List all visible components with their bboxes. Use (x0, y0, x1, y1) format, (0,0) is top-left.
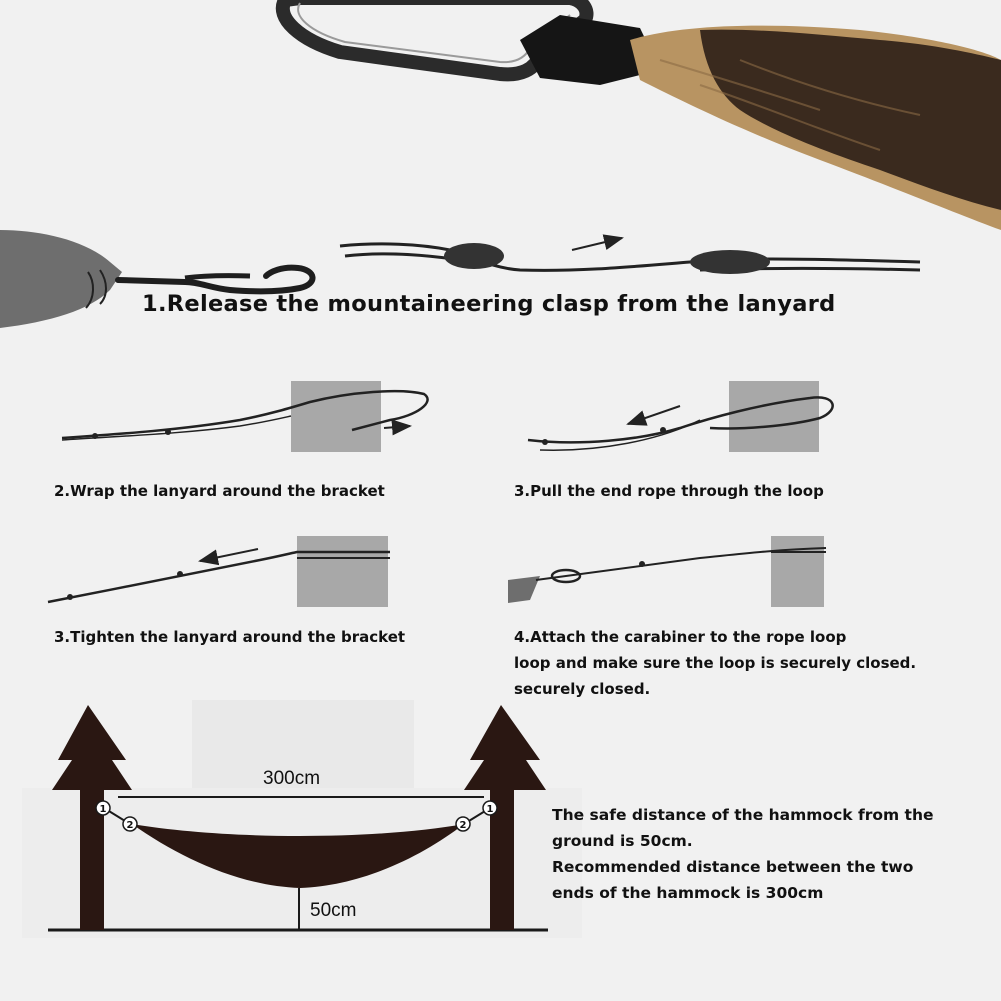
arrow-icon (384, 426, 410, 428)
step-2-caption: 2.Wrap the lanyard around the bracket (54, 482, 385, 500)
rope-knot (165, 429, 171, 435)
width-dimension-label: 300cm (263, 768, 321, 789)
arrow-icon (572, 238, 622, 250)
distance-info-text (552, 802, 934, 906)
tighten-lanyard-illustration (48, 536, 390, 607)
knot-icon (690, 250, 770, 274)
bracket-block (297, 536, 388, 607)
anchor-point-label: 2 (459, 820, 467, 831)
anchor-point-2-left (123, 817, 137, 831)
rope-knot (660, 427, 666, 433)
step-3-pull-caption: 3.Pull the end rope through the loop (514, 482, 824, 500)
anchor-point-label: 2 (126, 820, 134, 831)
lanyard-rope-second (540, 420, 700, 450)
bracket-block (771, 536, 824, 607)
height-dimension-label: 50cm (310, 900, 357, 921)
rope-knot (67, 594, 73, 600)
arrow-icon (628, 406, 680, 424)
info-line: ground is 50cm. (552, 832, 693, 850)
anchor-point-1-right (483, 801, 497, 815)
knot-icon (444, 243, 504, 269)
anchor-point-label: 1 (99, 804, 107, 815)
step-4-line: securely closed. (514, 680, 651, 698)
hook-gate (185, 276, 250, 278)
bracket-block (729, 381, 819, 452)
anchor-point-1-left (96, 801, 110, 815)
anchor-point-2-right (456, 817, 470, 831)
info-line: The safe distance of the hammock from the (552, 806, 934, 824)
rope-knot (177, 571, 183, 577)
rope-knot (542, 439, 548, 445)
pull-rope-illustration (528, 381, 833, 452)
attach-carabiner-illustration (508, 536, 826, 607)
rope-knot (639, 561, 645, 567)
step-4-line: loop and make sure the loop is securely closed. (514, 654, 917, 672)
rope-knot (92, 433, 98, 439)
hook-icon (118, 268, 313, 292)
anchor-point-label: 1 (486, 804, 494, 815)
step-1-title: 1.Release the mountaineering clasp from the lanyard (142, 291, 836, 317)
step-3-tighten-caption: 3.Tighten the lanyard around the bracket (54, 628, 406, 646)
info-line: ends of the hammock is 300cm (552, 884, 824, 902)
arrow-icon (200, 549, 258, 561)
step-4-caption (514, 624, 916, 702)
carabiner-hammock-photo (283, 0, 1001, 230)
grey-fabric-corner (508, 576, 540, 603)
wrap-lanyard-illustration (62, 381, 428, 452)
step-4-line: 4.Attach the carabiner to the rope loop (514, 628, 847, 646)
info-line: Recommended distance between the two (552, 858, 914, 876)
